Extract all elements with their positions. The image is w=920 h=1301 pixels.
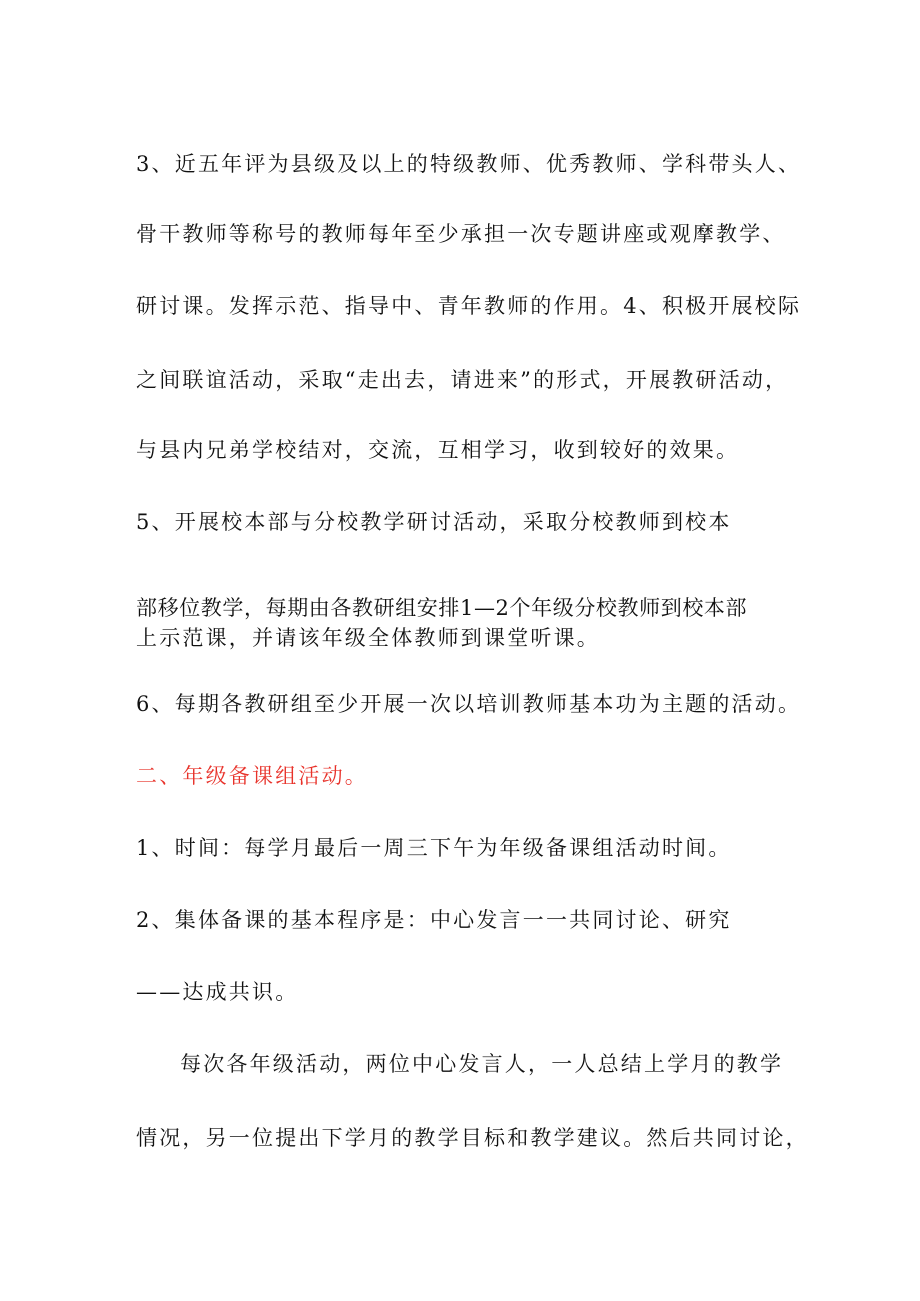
paragraph-line: 情况，另一位提出下学月的教学目标和教学建议。然后共同讨论， (136, 1126, 809, 1150)
paragraph-line: 2、集体备课的基本程序是：中心发言一一共同讨论、研究 (136, 908, 732, 932)
paragraph-line: 与县内兄弟学校结对，交流，互相学习，收到较好的效果。 (136, 438, 740, 462)
section-heading: 二、年级备课组活动。 (136, 764, 368, 788)
paragraph-line: 骨干教师等称号的教师每年至少承担一次专题讲座或观摩教学、 (136, 222, 786, 246)
paragraph-line: 1、时间：每学月最后一周三下午为年级备课组活动时间。 (136, 836, 732, 860)
paragraph-line: 部移位教学，每期由各教研组安排1—2个年级分校教师到校本部 (136, 596, 748, 620)
paragraph-line: ——达成共识。 (136, 980, 299, 1004)
paragraph-line: 之间联谊活动，采取“走出去，请进来”的形式，开展教研活动， (136, 368, 789, 392)
paragraph-line: 每次各年级活动，两位中心发言人，一人总结上学月的教学 (180, 1052, 784, 1076)
paragraph-line: 6、每期各教研组至少开展一次以培训教师基本功为主题的活动。 (136, 692, 802, 716)
paragraph-line: 5、开展校本部与分校教学研讨活动，采取分校教师到校本 (136, 510, 732, 534)
paragraph-line: 3、近五年评为县级及以上的特级教师、优秀教师、学科带头人、 (136, 152, 802, 176)
paragraph-line: 研讨课。发挥示范、指导中、青年教师的作用。4、积极开展校际 (136, 294, 802, 318)
paragraph-line: 上示范课，并请该年级全体教师到课堂听课。 (136, 626, 600, 650)
